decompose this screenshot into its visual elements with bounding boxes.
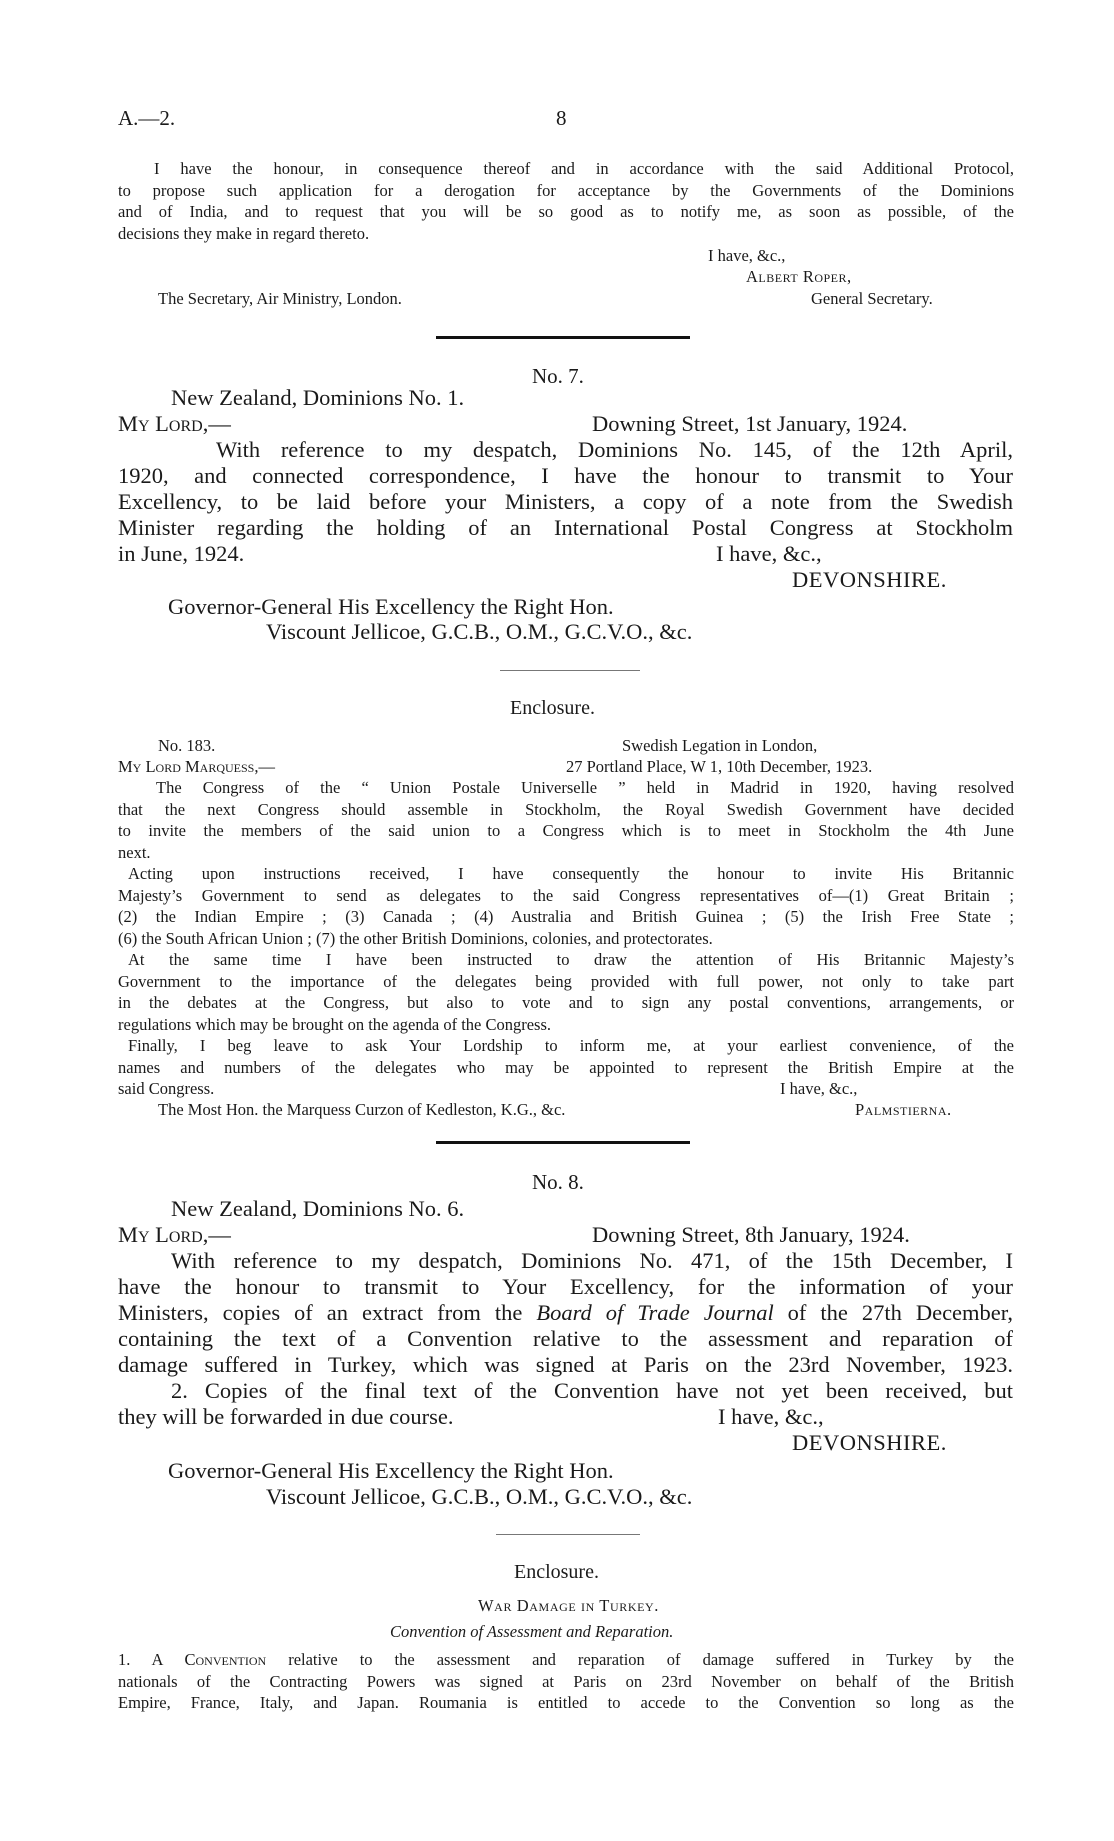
text-run: 1. A: [118, 1650, 185, 1669]
addressee: The Secretary, Air Ministry, London.: [158, 289, 402, 308]
text-line: regulations which may be brought on the agenda of the Congress.: [118, 1014, 552, 1034]
text-line: containing the text of a Convention relative to the assessment and reparation of: [118, 1326, 1013, 1351]
signature-title: General Secretary.: [811, 289, 933, 308]
section-rule: [436, 336, 690, 339]
enclosure-heading: Enclosure.: [514, 1561, 599, 1583]
closing: I have, &c.,: [716, 541, 822, 566]
text-line: Excellency, to be laid before your Ministers, a copy of a note from the Swedish: [118, 489, 1013, 514]
page-number: 8: [556, 106, 567, 130]
text-line: [118, 1300, 1013, 1326]
section-rule: [436, 1141, 690, 1144]
text-line: and of India, and to request that you will be so good as to notify me, as soon as possible, of the: [118, 202, 1014, 221]
text-line: At the same time I have been instructed to draw the attention of His Britannic Majesty’s: [128, 950, 1014, 969]
text-line: Government to the importance of the delegates being provided with full power, not only to take part: [118, 971, 1014, 991]
text-line: damage suffered in Turkey, which was signed at Paris on the 23rd November, 1923.: [118, 1352, 1013, 1377]
note-paragraph: [118, 777, 1014, 863]
text-line: (2) the Indian Empire ; (3) Canada ; (4) Australia and British Guinea ; (5) the Irish Free State ;: [118, 907, 1014, 926]
addressee-line: Viscount Jellicoe, G.C.B., O.M., G.C.V.O., &c.: [266, 619, 693, 644]
signature: DEVONSHIRE.: [792, 567, 947, 592]
text-line: that the next Congress should assemble in Stockholm, the Royal Swedish Government have decided: [118, 799, 1014, 819]
note-paragraph: [118, 949, 1014, 1035]
divider: [500, 670, 640, 671]
text-line: With reference to my despatch, Dominions No. 145, of the 12th April,: [216, 437, 1013, 462]
text-line: Minister regarding the holding of an International Postal Congress at Stockholm: [118, 515, 1013, 540]
place-date: Downing Street, 1st January, 1924.: [592, 411, 908, 436]
text-line: they will be forwarded in due course.: [118, 1404, 454, 1429]
text-line: Majesty’s Government to send as delegates to the said Congress representatives of—(1) Great Britain ;: [118, 885, 1014, 905]
despatch-reference: New Zealand, Dominions No. 6.: [171, 1196, 465, 1221]
enclosure-title: War Damage in Turkey.: [478, 1596, 660, 1615]
enclosure-subtitle: Convention of Assessment and Reparation.: [390, 1622, 674, 1641]
text-line: to invite the members of the said union to a Congress which is to meet in Stockholm the 4th June: [118, 821, 1014, 840]
salutation: My Lord Marquess,—: [118, 757, 275, 776]
text-line: I have the honour, in consequence thereof and in accordance with the said Additional Protocol,: [154, 159, 1014, 178]
despatch-number: No. 8.: [532, 1170, 584, 1194]
despatch-body: [118, 437, 1013, 567]
text-line: said Congress.: [118, 1079, 215, 1098]
text-line: (6) the South African Union ; (7) the other British Dominions, colonies, and protectorates.: [118, 928, 713, 948]
despatch-number: No. 7.: [532, 364, 584, 388]
text-line: Finally, I beg leave to ask Your Lordship to inform me, at your earliest convenience, of the: [128, 1036, 1014, 1055]
text-line: 2. Copies of the final text of the Convention have not yet been received, but: [171, 1378, 1013, 1403]
text-line: With reference to my despatch, Dominions No. 471, of the 15th December, I: [171, 1248, 1013, 1273]
text-line: have the honour to transmit to Your Excellency, for the information of your: [118, 1274, 1013, 1299]
addressee: The Most Hon. the Marquess Curzon of Kedleston, K.G., &c.: [158, 1100, 566, 1119]
enclosure-heading: Enclosure.: [510, 697, 595, 719]
place-date: Downing Street, 8th January, 1924.: [592, 1222, 910, 1247]
text-line: next.: [118, 842, 151, 862]
text-line: nationals of the Contracting Powers was signed at Paris on 23rd November on behalf of the British: [118, 1671, 1014, 1691]
text-run: of the 27th December,: [773, 1300, 1013, 1325]
note-paragraph: [118, 863, 1014, 949]
closing: I have, &c.,: [780, 1079, 858, 1098]
text-line: names and numbers of the delegates who may be appointed to represent the British Empire at the: [118, 1057, 1014, 1077]
text-run: relative to the assessment and reparation of damage suffered in Turkey by the: [266, 1650, 1014, 1669]
text-run: Convention: [184, 1650, 267, 1669]
text-line: in June, 1924.: [118, 541, 245, 566]
signature: Albert Roper,: [746, 267, 852, 286]
salutation: My Lord,—: [118, 1222, 231, 1247]
addressee-line: Governor-General His Excellency the Right Hon.: [168, 1458, 614, 1483]
place-date: 27 Portland Place, W 1, 10th December, 1923.: [566, 757, 873, 776]
legation: Swedish Legation in London,: [622, 736, 818, 755]
despatch-body: [118, 1248, 1013, 1430]
text-line: [118, 1649, 1014, 1671]
text-line: in the debates at the Congress, but also to vote and to sign any postal conventions, arrangements, or: [118, 993, 1014, 1012]
despatch-reference: New Zealand, Dominions No. 1.: [171, 385, 465, 410]
text-line: Empire, France, Italy, and Japan. Roumania is entitled to accede to the Convention so long as the: [118, 1693, 1014, 1712]
note-number: No. 183.: [158, 736, 216, 755]
text-run: Ministers, copies of an extract from the: [118, 1300, 537, 1325]
signature: Palmstierna.: [855, 1100, 952, 1119]
text-line: The Congress of the “ Union Postale Universelle ” held in Madrid in 1920, having resolved: [156, 778, 1014, 797]
divider: [496, 1534, 640, 1535]
text-line: 1920, and connected correspondence, I have the honour to transmit to Your: [118, 463, 1013, 488]
series-label: A.—2.: [118, 106, 176, 130]
note-paragraph: [118, 1035, 1014, 1100]
text-line: to propose such application for a derogation for acceptance by the Governments of the Dominions: [118, 180, 1014, 200]
signature: DEVONSHIRE.: [792, 1430, 947, 1455]
addressee-line: Governor-General His Excellency the Right Hon.: [168, 594, 614, 619]
preceding-letter-body: [118, 158, 1014, 244]
addressee-line: Viscount Jellicoe, G.C.B., O.M., G.C.V.O., &c.: [266, 1484, 693, 1509]
closing: I have, &c.,: [708, 246, 786, 265]
enclosure-body: [118, 1649, 1014, 1714]
text-line: Acting upon instructions received, I have consequently the honour to invite His Britannic: [128, 864, 1014, 883]
text-line: decisions they make in regard thereto.: [118, 223, 370, 243]
closing: I have, &c.,: [718, 1404, 824, 1429]
journal-title: Board of Trade Journal: [536, 1300, 774, 1325]
salutation: My Lord,—: [118, 411, 231, 436]
